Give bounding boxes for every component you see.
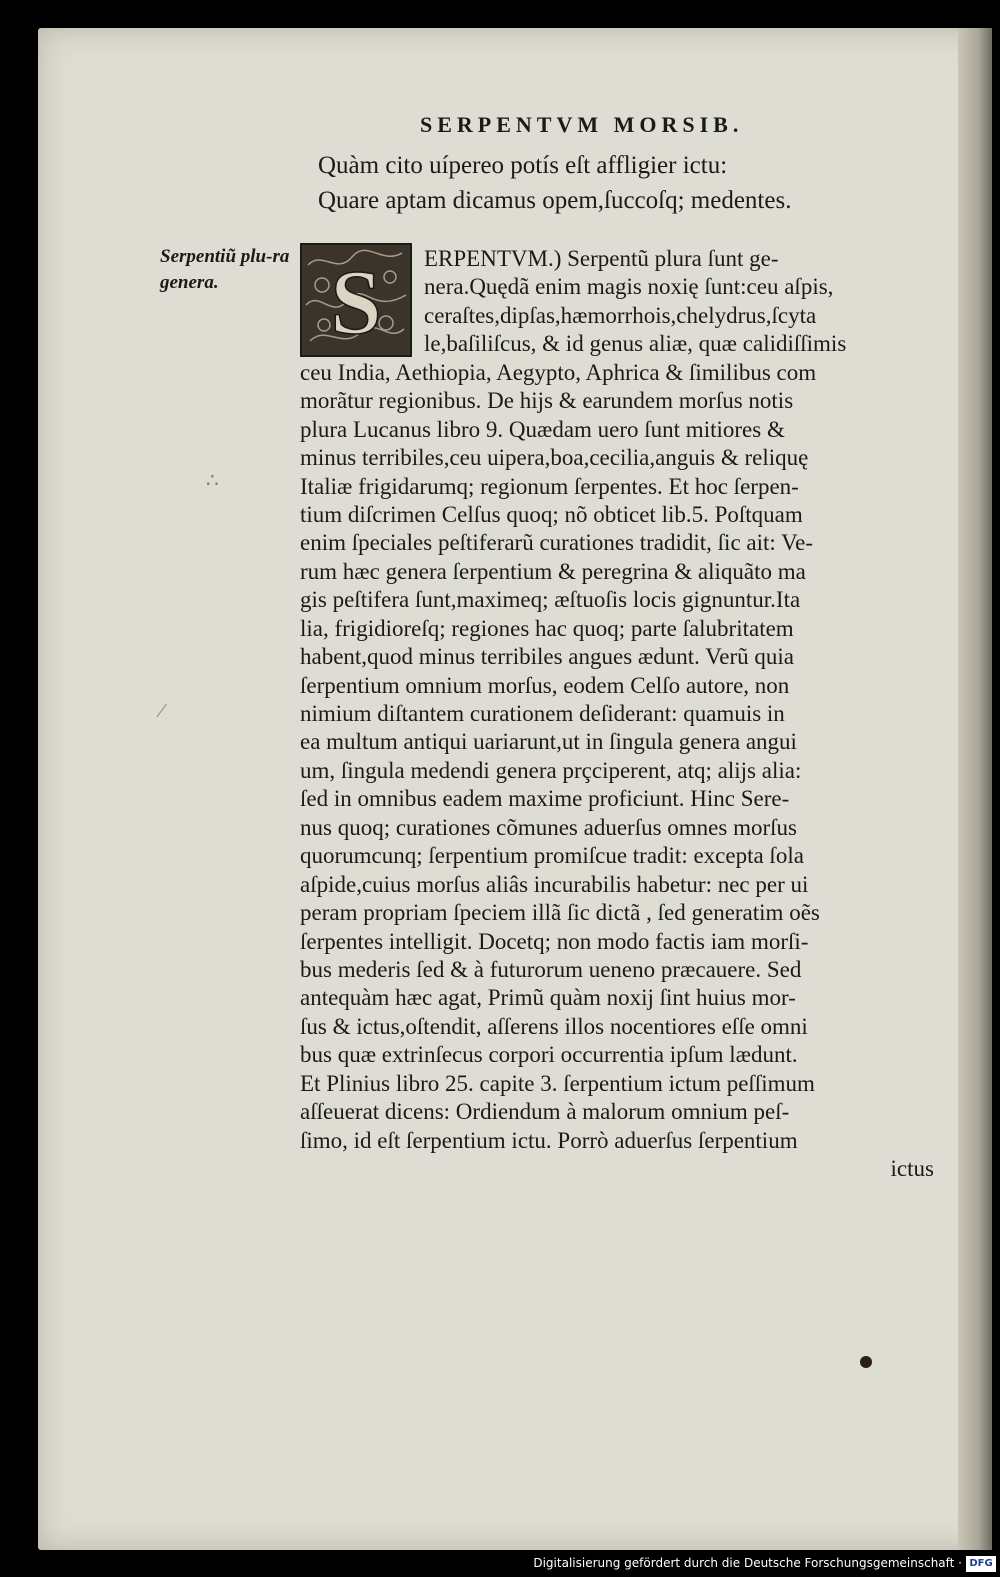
body-line: antequàm hæc agat, Primũ quàm noxij ſint huius mor- (300, 985, 796, 1011)
body-line: Italiæ frigidarumq; regionum ſerpentes. Et hoc ſerpen- (300, 473, 799, 499)
body-line: quorumcunq; ſerpentium promiſcue tradit: excepta ſola (300, 843, 804, 869)
body-line: enim ſpeciales peſtiferarũ curationes tradidit, ſic ait: Ve- (300, 530, 814, 556)
body-line: tium diſcrimen Celſus quoq; nõ obticet lib.5. Poſtquam (300, 501, 803, 527)
drop-cap-initial (300, 243, 412, 357)
footer-credit: Digitalisierung gefördert durch die Deutsche Forschungsgemeinschaft · (533, 1556, 962, 1570)
body-line: ea multum antiqui uariarunt,ut in ſingula genera angui (300, 729, 797, 755)
body-line: rum hæc genera ſerpentium & peregrina & aliquãto ma (300, 558, 806, 584)
body-line: ſimo, id eſt ſerpentium ictu. Porrò aduerſus ſerpentium (300, 1127, 798, 1153)
body-line: nus quoq; curationes cõmunes aduerſus omnes morſus (300, 814, 797, 840)
body-line: bus quæ extrinſecus corpori occurrentia ipſum lædunt. (300, 1042, 798, 1068)
page-edge (958, 28, 992, 1550)
body-line: bus mederis ſed & à futurorum ueneno præcauere. Sed (300, 956, 802, 982)
body-line: ceraſtes,dipſas,hæmorrhois,chelydrus,ſcyta (424, 302, 817, 328)
body-line: ceu India, Aethiopia, Aegypto, Aphrica & ſimilibus com (300, 359, 817, 385)
body-line: le,baſiliſcus, & id genus aliæ, quæ calidiſſimis (424, 331, 847, 357)
body-line: aſpide,cuius morſus aliâs incurabilis habetur: nec per ui (300, 871, 809, 897)
ink-smudge: ∴ (206, 470, 219, 492)
body-line: lia, frigidioreſq; regiones hac quoq; parte ſalubritatem (300, 615, 794, 641)
ink-smudge: ⁄ (160, 700, 164, 722)
body-line: morãtur regionibus. De hijs & earundem morſus notis (300, 388, 794, 414)
body-line: plura Lucanus libro 9. Quædam uero ſunt mitiores & (300, 416, 785, 442)
body-line: nimium diſtantem curationem deſiderant: quamuis in (300, 701, 785, 726)
footer-bar (0, 1553, 1000, 1577)
verse-line-2: Quare aptam dicamus opem,ſuccoſq; medentes. (318, 187, 792, 214)
body-line: ſed in omnibus eadem maxime proficiunt. Hinc Sere- (300, 786, 790, 812)
body-text (300, 245, 936, 1183)
body-line: habent,quod minus terribiles angues ædunt. Verũ quia (300, 644, 794, 670)
body-line: um, ſingula medendi genera prçciperent, atq; alijs alia: (300, 757, 802, 783)
body-line: ERPENTVM.) Serpentũ plura ſunt ge- (424, 246, 779, 271)
body-line: gis peſtifera ſunt,maximeq; æſtuoſis locis gignuntur.Ita (300, 587, 801, 613)
verse-line-1: Quàm cito uípereo potís eſt affligier ictu: (318, 152, 728, 179)
body-line: minus terribiles,ceu uipera,boa,cecilia,anguis & reliquę (300, 445, 809, 471)
body-line: ictus (890, 1156, 934, 1181)
body-line: ſus & ictus,oſtendit, aſſerens illos nocentiores eſſe omni (300, 1013, 808, 1039)
body-line: aſſeuerat dicens: Ordiendum à malorum omnium peſ- (300, 1099, 790, 1125)
body-line: ſerpentes intelligit. Docetq; non modo factis iam morſi- (300, 928, 809, 954)
body-line: ſerpentium omnium morſus, eodem Celſo autore, non (300, 672, 790, 698)
body-line: peram propriam ſpeciem illã ſic dictã , ſed generatim oẽs (300, 900, 820, 926)
margin-note: Serpentiũ plu-ra genera. (160, 246, 290, 293)
body-line: nera.Quędã enim magis noxię ſunt:ceu aſpis, (424, 274, 834, 300)
ink-spot (860, 1356, 872, 1368)
running-head: SERPENTVM MORSIB. (420, 112, 744, 137)
ornament-icon (302, 245, 410, 355)
drop-cap-letter: S (330, 251, 382, 353)
dfg-logo: DFG (966, 1556, 996, 1572)
body-line: Et Plinius libro 25. capite 3. ſerpentium ictum peſſimum (300, 1070, 815, 1096)
